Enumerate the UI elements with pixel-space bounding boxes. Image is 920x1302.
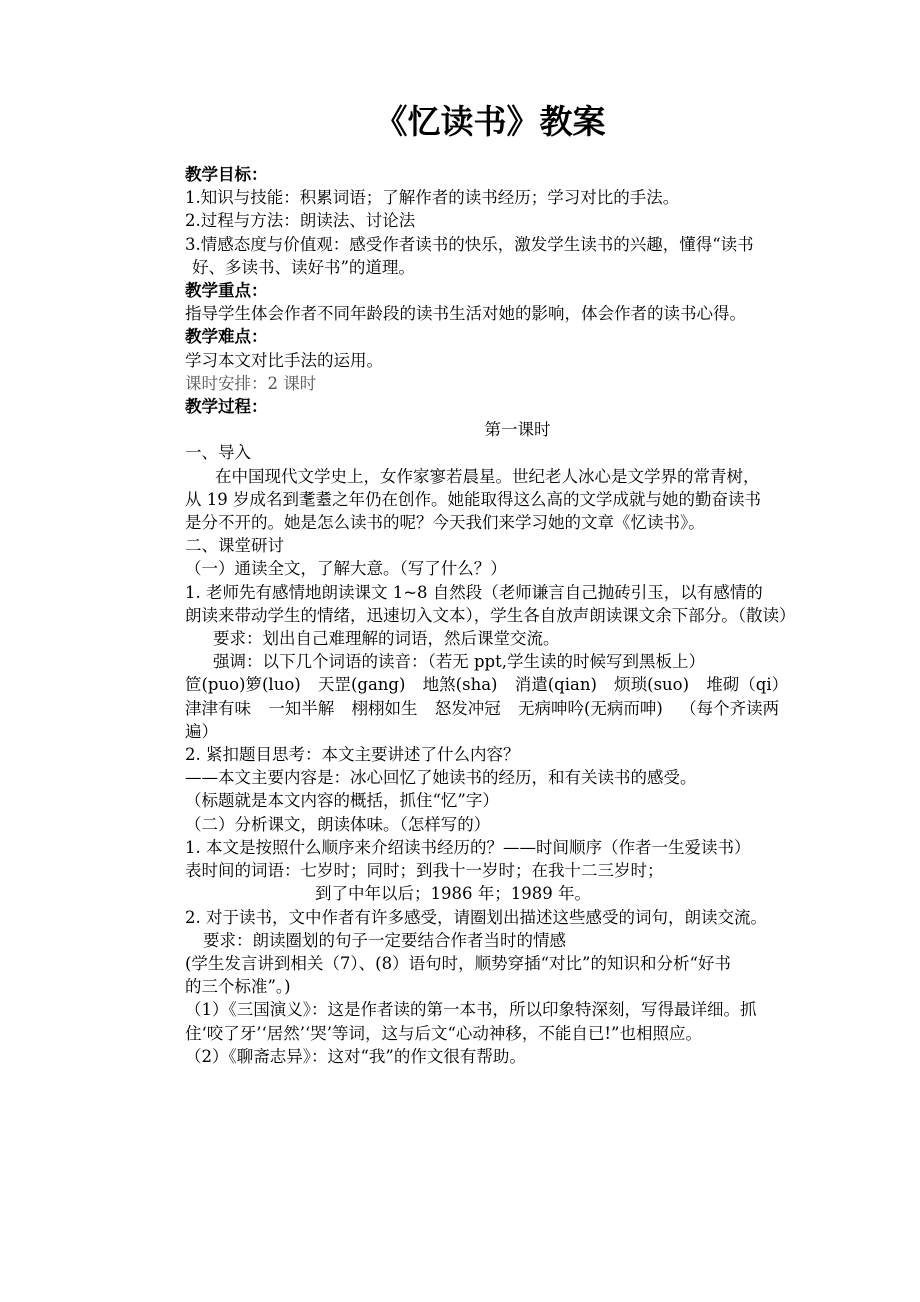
objective-line: 好、多读书、读好书”的道理。 [192,257,415,277]
paragraph-line: 指导学生体会作者不同年龄段的读书生活对她的影响，体会作者的读书心得。 [185,304,746,324]
objective-line: 2.过程与方法：朗读法、讨论法 [185,211,416,231]
paragraph-line: 学习本文对比手法的运用。 [185,350,383,370]
paragraph-line: 要求：朗读圈划的句子一定要结合作者当时的情感 [203,930,566,950]
section-heading-key-points: 教学重点： [185,281,268,301]
objective-line: 1.知识与技能：积累词语；了解作者的读书经历；学习对比的手法。 [185,188,680,208]
paragraph-line: 2. 对于读书，文中作者有许多感受，请圈划出描述这些感受的词句，朗读交流。 [185,907,767,927]
section-heading-objectives: 教学目标： [185,165,268,184]
section-heading-difficulties: 教学难点： [185,327,268,347]
paragraph-line: 2. 紧扣题目思考：本文主要讲述了什么内容？ [185,745,520,765]
paragraph-line: 1. 老师先有感情地朗读课文 1~8 自然段（老师谦言自己抛砖引玉，以有感情的 [185,582,763,602]
document-title: 《忆读书》教案 [374,102,606,141]
paragraph-line: 强调：以下几个词语的读音：（若无 ppt,学生读的时候写到黑板上） [213,652,705,672]
paragraph-line: 要求：划出自己难理解的词语，然后课堂交流。 [213,629,560,649]
paragraph-line: （标题就是本文内容的概括，抓住“忆”字） [185,791,499,811]
paragraph-line: 朗读来带动学生的情绪，迅速切入文本），学生各自放声朗读课文余下部分。（散读） [185,605,796,625]
paragraph-line: （1）《三国演义》：这是作者读的第一本书，所以印象特深刻，写得最详细。抓 [185,1000,757,1020]
paragraph-line: 到了中年以后；1986 年；1989 年。 [315,884,591,904]
section-heading-process: 教学过程： [185,397,268,417]
document-body [185,163,850,1068]
paragraph-line: （2）《聊斋志异》：这对“我”的作文很有帮助。 [185,1046,526,1066]
paragraph-line: 是分不开的。她是怎么读书的呢？今天我们来学习她的文章《忆读书》。 [185,513,705,533]
pronunciation-line: 笸(puo)箩(luo) 天罡(gang) 地煞(sha) 消遣(qian) 烦琐(suo) 堆砌（qi） [185,675,789,695]
schedule-line: 课时安排：2 课时 [185,373,317,393]
paragraph-line: ——本文主要内容是：冰心回忆了她读书的经历，和有关读书的感受。 [185,768,697,788]
paragraph-line: 在中国现代文学史上，女作家寥若晨星。世纪老人冰心是文学界的常青树， [215,466,760,486]
paragraph-line: 住‘咬了牙’‘居然’‘哭’等词，这与后文“心动神移，不能自已!”也相照应。 [185,1023,702,1043]
paragraph-line: (学生发言讲到相关（7）、(8）语句时，顺势穿插“对比”的知识和分析“好书 [185,953,731,973]
paragraph-line: （二）分析课文，朗读体味。（怎样写的） [185,814,491,834]
subsection-heading: 一、导入 [185,443,251,463]
subsection-heading: 二、课堂研讨 [185,536,284,556]
paragraph-line: 遍） [185,721,218,741]
paragraph-line: 表时间的词语：七岁时；同时；到我十一岁时；在我十二三岁时； [185,861,664,881]
paragraph-line: 的三个标准”。) [185,977,291,997]
paragraph-line: （一）通读全文，了解大意。（写了什么？） [185,559,507,579]
lesson-heading: 第一课时 [484,420,551,440]
objective-line: 3.情感态度与价值观：感受作者读书的快乐，激发学生读书的兴趣，懂得“读书 [185,234,754,254]
paragraph-line: 从 19 岁成名到耄耋之年仍在创作。她能取得这么高的文学成就与她的勤奋读书 [185,489,761,509]
vocabulary-line: 津津有味 一知半解 栩栩如生 怒发冲冠 无病呻吟(无病而呻) （每个齐读两 [185,698,780,718]
paragraph-line: 1. 本文是按照什么顺序来介绍读书经历的？——时间顺序（作者一生爱读书） [185,837,751,857]
